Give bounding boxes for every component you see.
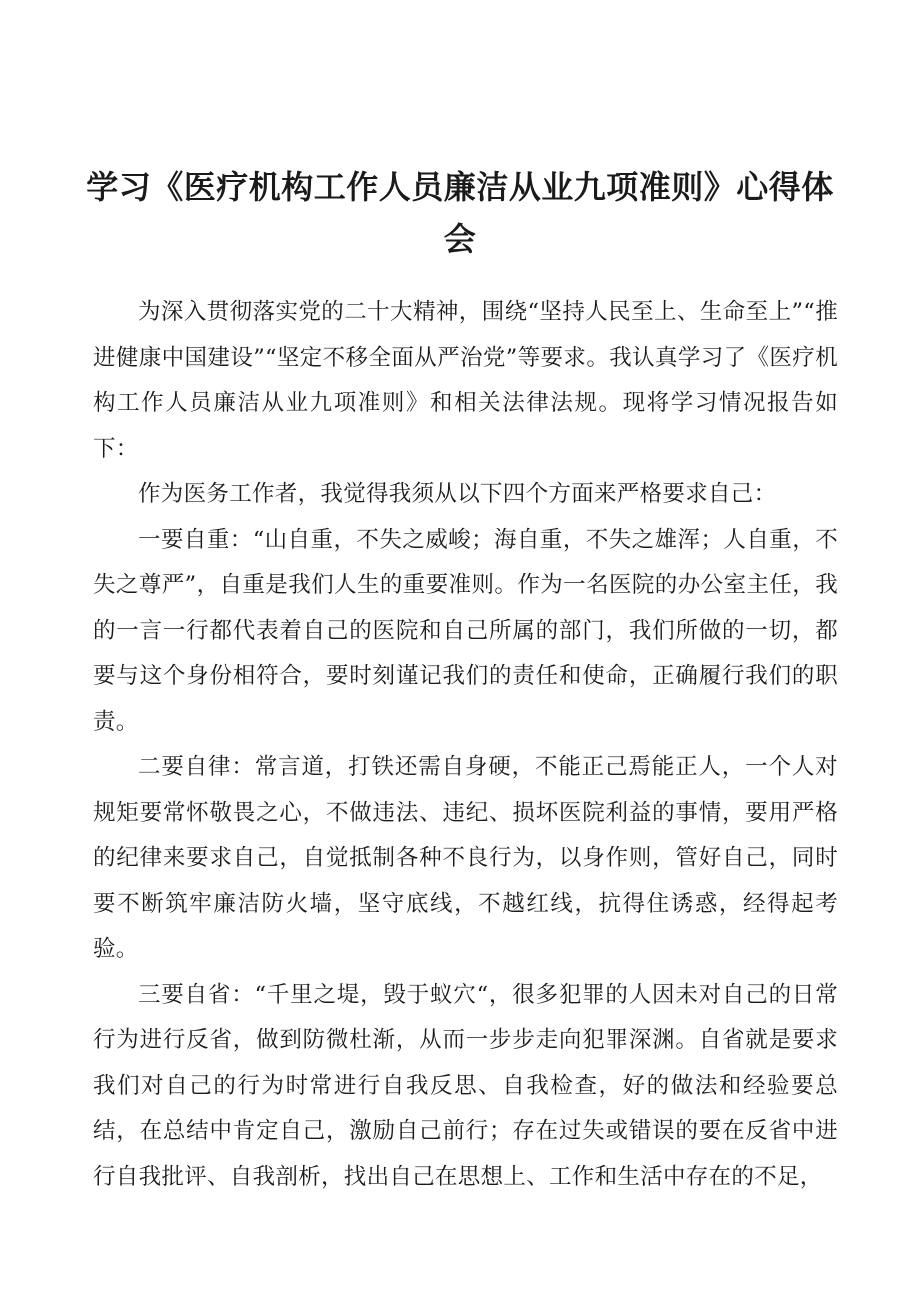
paragraph-self-reflection: 三要自省：“千里之堤，毁于蚁穴“，很多犯罪的人因未对自己的日常行为进行反省，做到防微杜渐，从而一步步走向犯罪深渊。自省就是要求我们对自己的行为时常进行自我反思、自我检查，好的做法和经验要总结，在总结中肯定自己，激励自己前行；存在过失或错误的要在反省中进行自我批评、自我剖析，找出自己在思想上、工作和生活中存在的不足， bbox=[93, 981, 838, 1190]
paragraph-requirements-lead: 作为医务工作者，我觉得我须从以下四个方面来严格要求自己： bbox=[138, 481, 777, 507]
document-body bbox=[93, 290, 838, 1200]
document-title: 学习《医疗机构工作人员廉洁从业九项准则》心得体会 bbox=[86, 168, 834, 259]
paragraph-self-respect: 一要自重：“山自重，不失之威峻；海自重，不失之雄浑；人自重，不失之尊严”，自重是我们人生的重要准则。作为一名医院的办公室主任，我的一言一行都代表着自己的医院和自己所属的部门，我们所做的一切，都要与这个身份相符合，要时刻谨记我们的责任和使命，正确履行我们的职责。 bbox=[93, 526, 838, 735]
paragraph-self-discipline: 二要自律：常言道，打铁还需自身硬，不能正己焉能正人，一个人对规矩要常怀敬畏之心，不做违法、违纪、损坏医院利益的事情，要用严格的纪律来要求自己，自觉抵制各种不良行为，以身作则，管好自己，同时要不断筑牢廉洁防火墙，坚守底线，不越红线，抗得住诱惑，经得起考验。 bbox=[93, 754, 838, 962]
paragraph-intro: 为深入贯彻落实党的二十大精神，围绕“坚持人民至上、生命至上”“推进健康中国建设”“坚定不移全面从严治党”等要求。我认真学习了《医疗机构工作人员廉洁从业九项准则》和相关法律法规。现将学习情况报告如下： bbox=[93, 299, 838, 462]
